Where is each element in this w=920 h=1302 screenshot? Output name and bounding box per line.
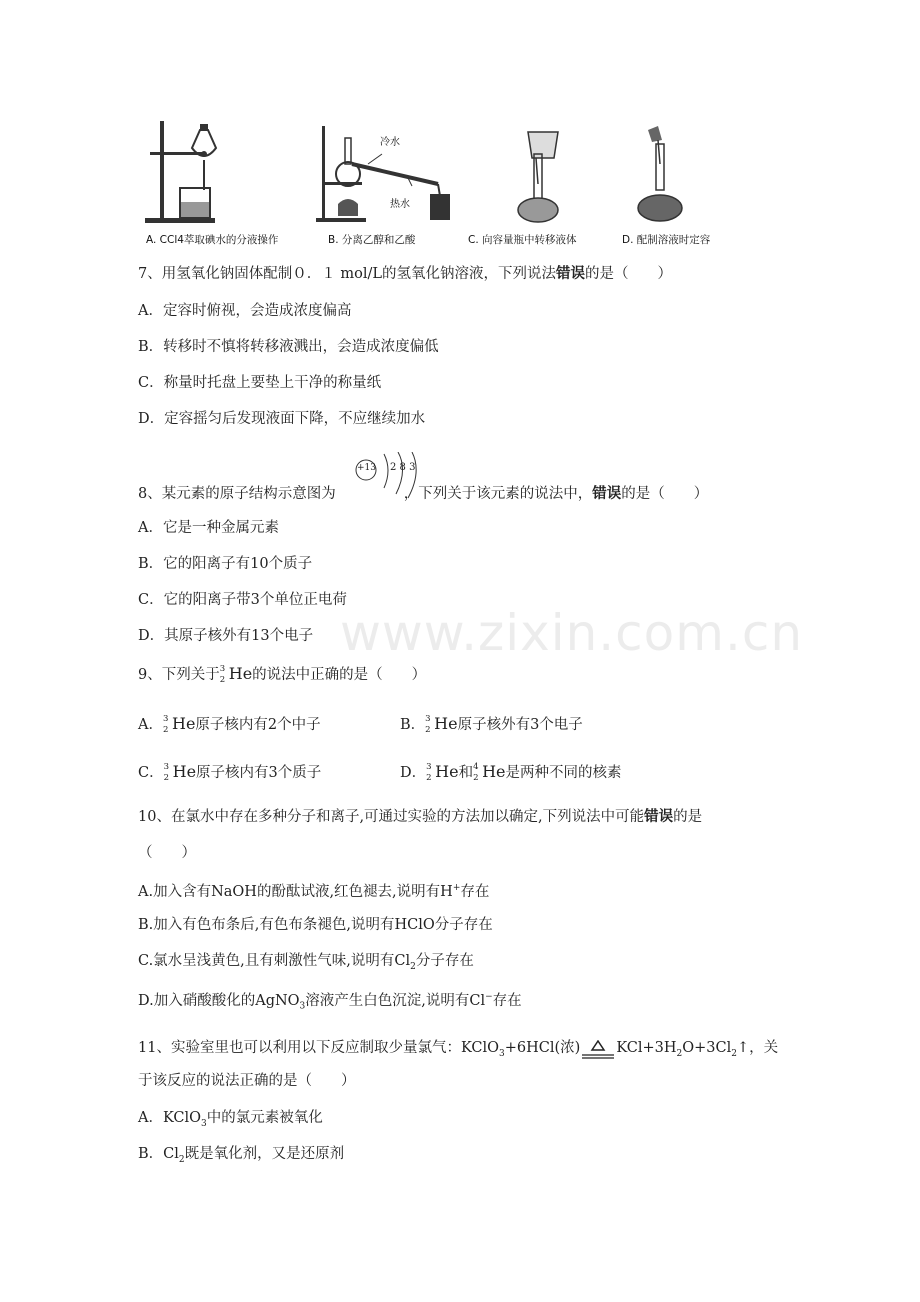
q9-option-c: C． 3 2 He原子核内有3个质子 (138, 762, 322, 783)
watermark: www.zixin.com.cn (340, 604, 804, 662)
q8-option-d: D．其原子核外有13个电子 (138, 628, 314, 644)
q7-option-a: A．定容时俯视，会造成浓度偏高 (138, 303, 352, 319)
q9-option-d: D． 3 2 He和 4 2 He是两种不同的核素 (400, 762, 622, 783)
figure-separatory-funnel (140, 118, 220, 224)
caption-a: A. CCl4萃取碘水的分液操作 (146, 234, 279, 246)
label-hot-water: 热水 (390, 199, 410, 210)
atom-shells: 2 8 3 (390, 462, 416, 473)
figure-make-to-volume (632, 124, 696, 224)
q8-option-b: B．它的阳离子有10个质子 (138, 556, 313, 572)
q11-option-a: A．KClO$_3$中的氯元素被氧化 (138, 1110, 323, 1129)
q7-option-c: C．称量时托盘上要垫上干净的称量纸 (138, 375, 382, 391)
q11-stem: 11、实验室里也可以利用以下反应制取少量氯气：KClO$_3$+6HCl(浓) $KCl+3H_2O+3Cl_2↑$，关 (138, 1038, 778, 1064)
figure-volumetric-transfer (514, 128, 574, 224)
q10-option-c: C.氯水呈浅黄色,且有刺激性气味,说明有$Cl_2$分子存在 (138, 953, 474, 972)
q10-option-b: B.加入有色布条后,有色布条褪色,说明有HClO分子存在 (138, 917, 493, 933)
q10-option-a: A.加入含有NaOH的酚酞试液,红色褪去,说明有H+存在 (138, 883, 490, 900)
q9-option-a: A． 3 2 He原子核内有2个中子 (138, 714, 321, 735)
caption-b: B. 分离乙醇和乙酸 (328, 234, 416, 246)
q8-stem: 8、某元素的原子结构示意图为 ，下列关于该元素的说法中，错误的是（ ） (138, 485, 709, 502)
q11-option-b: B．$Cl_2$既是氧化剂，又是还原剂 (138, 1146, 345, 1165)
q8-option-c: C．它的阳离子带3个单位正电荷 (138, 592, 347, 608)
q10-stem: 10、在氯水中存在多种分子和离子,可通过实验的方法加以确定,下列说法中可能错误的是 (138, 808, 703, 825)
q8-option-a: A．它是一种金属元素 (138, 520, 279, 536)
caption-c: C. 向容量瓶中转移液体 (468, 234, 577, 246)
caption-d: D. 配制溶液时定容 (622, 234, 711, 246)
q9-option-b: B． 3 2 He原子核外有3个电子 (400, 714, 583, 735)
q9-stem: 9、下列关于 3 2 He的说法中正确的是（ ） (138, 664, 427, 685)
heat-symbol (580, 1046, 616, 1064)
label-cold-water: 冷水 (380, 137, 400, 148)
q7-stem: 7、用氢氧化钠固体配制０．１ mol/L的氢氧化钠溶液，下列说法错误的是（ ） (138, 265, 672, 282)
atom-nucleus: +13 (357, 463, 376, 473)
q10-option-d: D.加入硝酸酸化的AgNO$_3$溶液产生白色沉淀,说明有Cl−存在 (138, 992, 522, 1012)
q11-line2: 于该反应的说法正确的是（ ） (138, 1073, 356, 1089)
q7-option-d: D．定容摇匀后发现液面下降，不应继续加水 (138, 411, 426, 427)
q7-option-b: B．转移时不慎将转移液溅出，会造成浓度偏低 (138, 339, 439, 355)
q10-paren: （ ） (138, 845, 196, 861)
